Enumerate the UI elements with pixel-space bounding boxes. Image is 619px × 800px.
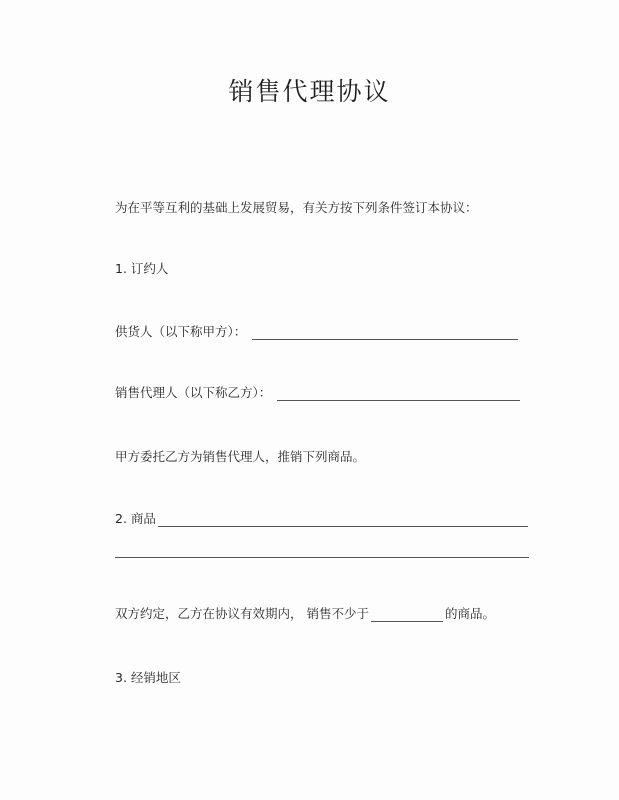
goods-blank-field-line-2[interactable]: [115, 557, 529, 558]
intro-paragraph: [115, 199, 478, 217]
intro-text: 为在平等互利的基础上发展贸易，有关方按下列条件签订本协议：: [115, 200, 478, 215]
min-sales-suffix: 的商品。: [444, 606, 495, 621]
min-sales-blank-field[interactable]: [371, 607, 443, 622]
goods-blank-field[interactable]: [158, 512, 528, 527]
agent-label: 销售代理人（以下称乙方）：: [115, 385, 272, 400]
min-sales-prefix: 双方约定，乙方在协议有效期内， 销售不少于: [115, 606, 369, 621]
supplier-row: [115, 323, 518, 341]
agent-blank-field[interactable]: [277, 386, 520, 401]
section-1-heading: [115, 260, 168, 278]
supplier-label: 供货人（以下称甲方）：: [115, 324, 247, 339]
section-2-heading-text: 2. 商品: [115, 511, 156, 526]
agent-row: [115, 384, 520, 402]
section-2-goods-row: [115, 510, 528, 528]
document-title: 销售代理协议: [228, 77, 391, 106]
section-3-heading: [115, 669, 181, 687]
section-3-heading-text: 3. 经销地区: [115, 670, 181, 685]
section-1-heading-text: 1. 订约人: [115, 261, 169, 276]
delegation-text: 甲方委托乙方为销售代理人，推销下列商品。: [115, 449, 366, 464]
supplier-blank-field[interactable]: [252, 325, 518, 340]
min-sales-row: [115, 605, 495, 623]
delegation-statement: [115, 448, 365, 466]
